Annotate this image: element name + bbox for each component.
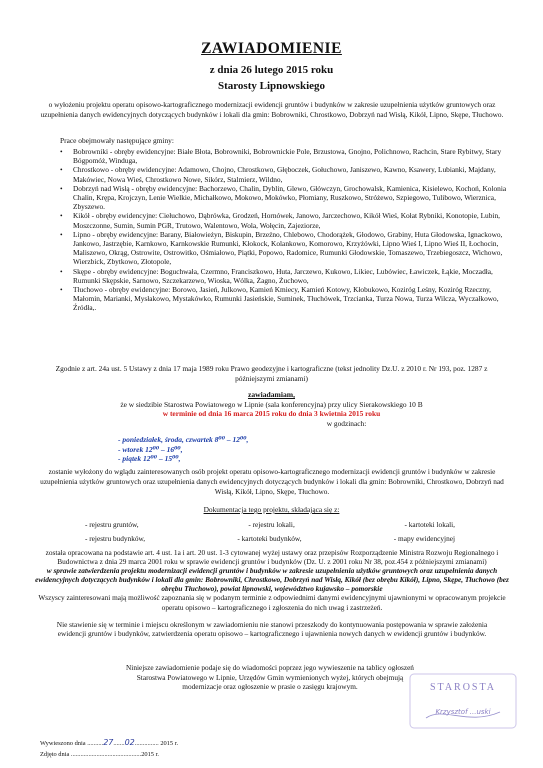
hours-line: - poniedziałek, środa, czwartek 8⁰⁰ – 12⁰⁰, <box>118 435 249 444</box>
list-item-text: Chrostkowo - obręby ewidencyjne: Adamowo, Chojno, Chrostkowo, Głęboczek, Gołuchowo, Janiszewo, Kawno, Ksawery, Lubianki, Majdany, Makówiec, Nowa Wieś, Chrostkowo Nowe, Sikórz, Stalmierz, Wildno, <box>73 165 496 184</box>
removed-label: Zdjęto dnia <box>40 751 70 758</box>
list-item <box>60 211 512 229</box>
bullet-icon: • <box>60 266 63 276</box>
documentation-item: - rejestru budynków, <box>85 534 146 543</box>
bullet-icon: • <box>60 147 63 156</box>
list-item <box>60 165 512 183</box>
list-item-text: Kikół - obręby ewidencyjne: Ciełuchowo, Dąbrówka, Grodzeń, Hornówek, Janowo, Jarczechowo, Kikół Wieś, Kołat Rybniki, Konotopie, Lubin, Moszczonne, Sumin, Sumin PGR, Trutowo, Walentowo, Wola, Wołęcin, Zajeziorze, <box>73 211 500 230</box>
bullet-icon: • <box>60 285 63 295</box>
documentation-row <box>85 518 455 532</box>
intro-paragraph: o wyłożeniu projektu operatu opisowo-kartograficznego modernizacji ewidencji gruntów i budynków w zakresie uzupełnienia użytków gruntowych oraz uzupełnienia danych ewidencyjnych dotyczących budynków i lokali dla gmin: Bobrowniki, Chrostkowo, Dobrzyń nad Wisłą, Kikół, Lipno, Skępe, Tłuchowo. <box>40 100 504 120</box>
list-item-text: Lipno - obręby ewidencyjne: Barany, Białowieżyn, Biskupin, Brzeźno, Chlebowo, Chodorążek, Głodowo, Grabiny, Huta Głodowska, Ignackowo, Jankowo, Jastrzębie, Karnkowo, Karnkowskie Rumunki, Kłokock, Kolankowo, Komorowo, Krzyżówki, Lipno Wieś I, Lipno Wieś II, Łochocin, Maliszewo, Okrąg, Ostrowite, Ostrowitko, Ośmiałowo, Piątki, Popowo, Radomice, Rumunki Głodowskie, Tomaszewo, Trzebiegoszcz, Wichowo, Wierzbick, Zbytkowo, Złotopole, <box>73 229 503 267</box>
documentation-row <box>85 532 455 546</box>
publication-paragraph: Niniejsze zawiadomienie podaje się do wiadomości poprzez jego wywieszenie na tablicy ogłoszeń Starostwa Powiatowego w Lipnie, Urzędów Gmin wymienionych wyżej, których obejmują modernizacje oraz ogłoszenie w prasie o zasięgu krajowym. <box>126 663 414 691</box>
objects-label: Prace obejmowały następujące gminy: <box>60 136 174 145</box>
removed-date-line: Zdjęto dnia ............................................2015 r. <box>40 751 159 758</box>
term-line: w terminie od dnia 16 marca 2015 roku do dnia 3 kwietnia 2015 roku <box>162 409 381 419</box>
hours-label: w godzinach: <box>326 418 367 428</box>
documentation-heading: Dokumentacja tego projektu, składająca się z: <box>203 505 340 514</box>
stamp-signature: Krzysztof ...uski <box>435 708 491 716</box>
documentation-item: - kartoteki budynków, <box>237 534 302 543</box>
bullet-icon: • <box>60 165 63 175</box>
bullet-icon: • <box>60 229 63 239</box>
posted-year: . 2015 r. <box>157 740 179 747</box>
documentation-item: - mapy ewidencyjnej <box>393 534 455 543</box>
posted-month-handwritten: 02 <box>124 738 135 747</box>
list-item <box>60 184 512 212</box>
office-hours <box>118 435 248 464</box>
removed-year: 2015 r. <box>141 751 159 758</box>
municipality-list <box>60 147 512 313</box>
list-item <box>60 285 512 313</box>
hours-line: - wtorek 12⁰⁰ – 16⁰⁰, <box>118 444 183 454</box>
posted-date-line: Wywieszono dnia ..........27.......02............... 2015 r. <box>40 738 179 747</box>
regulation-text: została opracowana na podstawie art. 4 ust. 1a i art. 20 ust. 1-3 cytowanej wyżej ustawy oraz przepisów Rozporządzenie Ministra Rozwoju Regionalnego i Budownictwa z dnia 29 marca 2001 roku w sprawie ewidencji gruntów i budynków (Dz. U. z 2001 roku Nr 38, poz.454 z późniejszymi zmianami) <box>45 548 499 567</box>
exposition-paragraph: zostanie wyłożony do wglądu zainteresowanych osób projekt operatu opisowo-kartograficznego modernizacji ewidencji gruntów i budynków w zakresie uzupełnienia użytków gruntowych oraz uzupełnienia danych ewidencyjnych dotyczących budynków i lokali dla gmin: Bobrowniki, Chrostkowo, Dobrzyń nad Wisłą, Kikół, Lipno, Skępe, Tłuchowo. <box>40 467 504 496</box>
list-item-text: Skępe - obręby ewidencyjne: Boguchwała, Czermno, Franciszkowo, Huta, Jarczewo, Kukowo, Likiec, Lubówiec, Ławiczek, Łąkie, Moczadła, Rumunki Skępskie, Sarnowo, Szczekarzewo, Wioska, Wólka, Żagno, Żuchowo, <box>73 266 493 285</box>
regulation-paragraph <box>34 548 510 612</box>
bullet-icon: • <box>60 183 63 193</box>
list-item <box>60 147 512 165</box>
documentation-list <box>85 518 455 546</box>
posted-day-handwritten: 27 <box>103 738 114 747</box>
absence-paragraph: Nie stawienie się w terminie i miejscu określonym w zawiadomieniu nie stanowi przeszkody do kontynuowania postępowania w sprawie założenia ewidencji gruntów i budynków, zatwierdzenia operatu opisowo – kartograficznego i ujawnienia nowych danych w ewidencji gruntów i budynków. <box>56 620 488 639</box>
location-line: że w siedzibie Starostwa Powiatowego w Lipnie (sala konferencyjna) przy ulicy Sierakowskiego 10 B <box>120 400 423 409</box>
objections-text: Wszyscy zainteresowani mają możliwość zapoznania się w podanym terminie z odpowiednimi danymi ewidencyjnymi ujawnionymi w opracowanym projekcie operatu opisowo – kartograficznego i zgłoszenia do nich uwag i zastrzeżeń. <box>38 593 506 612</box>
document-authority: Starosty Lipnowskiego <box>217 80 326 92</box>
document-title: ZAWIADOMIENIE <box>201 40 342 57</box>
stamp-title: STAROSTA <box>429 682 497 693</box>
list-item-text: Tłuchowo - obręby ewidencyjne: Borowo, Jasień, Julkowo, Kamień Kmiecy, Kamień Kotowy, Kłobukowo, Koziróg Leśny, Koziróg Rzeczny, Małomin, Marianki, Mysłakowo, Mystakówko, Rumunki Jasieńskie, Suminek, Tłuchówek, Trzcianka, Turza Nowa, Turza Wilcza, Wyczałkowo, Źródła,. <box>73 285 499 313</box>
approval-text: w sprawie zatwierdzenia projektu modernizacji ewidencji gruntów i budynków w zakresie uzupełnienia użytków gruntowych oraz uzupełnienia danych ewidencyjnych dotyczących budynków i lokali dla gmin: Bobrowniki, Chrostkowo, Dobrzyń nad Wisłą, Kikół (bez obrębu Kikół), Lipno, Skępe, Tłuchowo (bez obrębu Tłuchowo), powiat lipnowski, województwo kujawsko – pomorskie <box>35 566 509 594</box>
bullet-icon: • <box>60 211 63 221</box>
list-item-text: Bobrowniki - obręby ewidencyjne: Białe Błota, Bobrowniki, Bobrownickie Pole, Brzustowa, Gnojno, Polichnowo, Rachcin, Stare Rybitwy, Stary Bógpomóż, Winduga, <box>73 147 502 166</box>
document-date: z dnia 26 lutego 2015 roku <box>209 64 334 76</box>
list-item-text: Dobrzyń nad Wisłą - obręby ewidencyjne: Bachorzewo, Chalin, Dyblin, Glewo, Główczyn, Grochowalsk, Kamienica, Kisielewo, Kochoń, Kolonia Chalin, Krępa, Krojczyn, Lenie Wielkie, Michałkowo, Mokowo, Mokówko, Płomiany, Ruszkowo, Stróżewo, Szpiegowo, Tulibowo, Wierznica, Zbyszewo. <box>73 183 507 212</box>
hours-line: - piątek 12⁰⁰ – 15⁰⁰, <box>118 454 181 464</box>
location-block <box>40 400 503 428</box>
official-stamp <box>408 668 518 734</box>
notice-word: zawiadamiam, <box>247 390 296 399</box>
legal-basis: Zgodnie z art. 24a ust. 5 Ustawy z dnia 17 maja 1989 roku Prawo geodezyjne i kartograficzne (tekst jednolity Dz.U. z 2010 r. Nr 193, poz. 1287 z późniejszymi zmianami) <box>55 364 488 383</box>
documentation-item: - kartoteki lokali, <box>404 520 455 529</box>
list-item <box>60 267 512 285</box>
documentation-item: - rejestru lokali, <box>248 520 295 529</box>
documentation-item: - rejestru gruntów, <box>85 520 139 529</box>
posted-label: Wywieszono dnia <box>40 740 86 747</box>
list-item <box>60 230 512 267</box>
